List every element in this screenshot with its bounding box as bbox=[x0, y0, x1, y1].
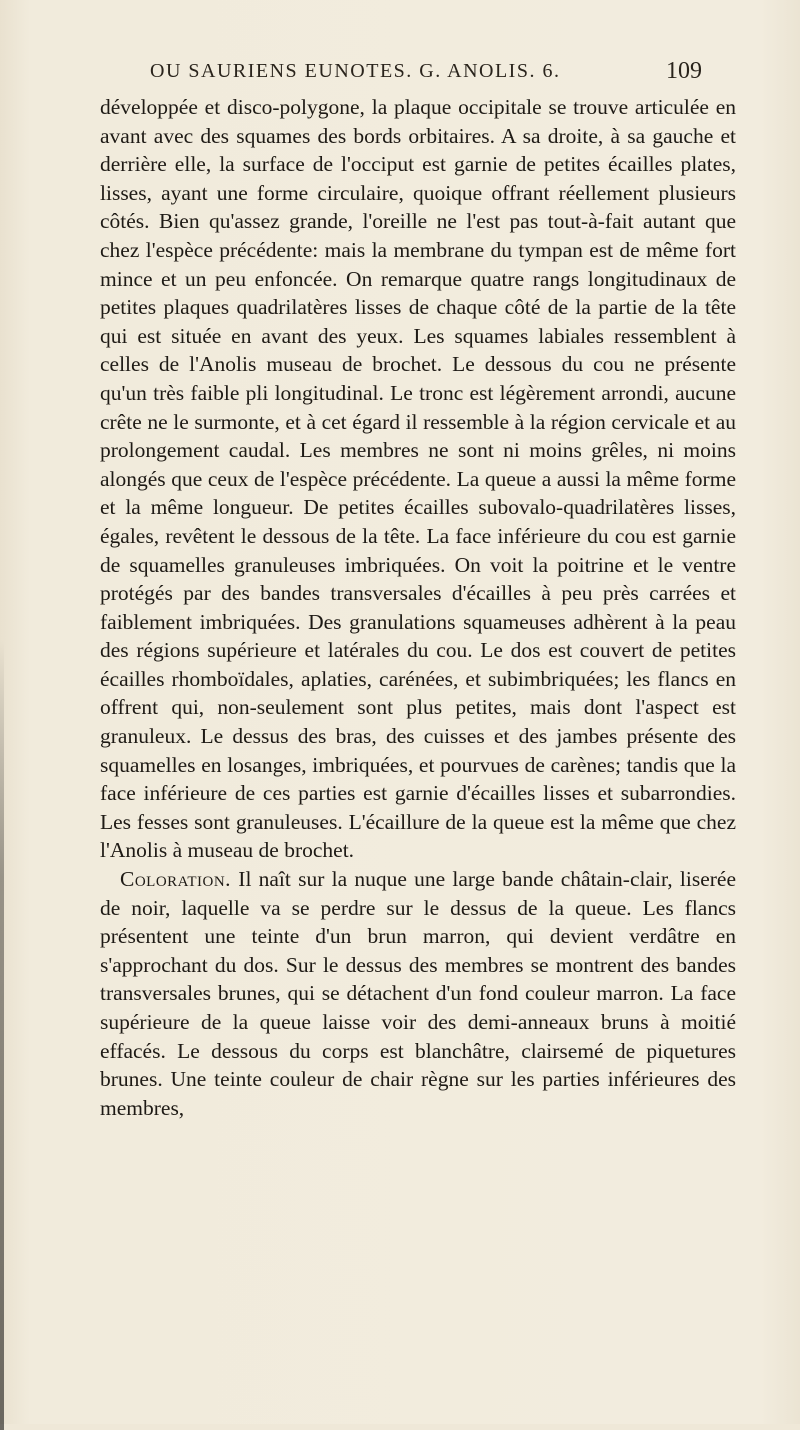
coloration-text: Il naît sur la nuque une large bande châtain-clair, liserée de noir, laquelle va se perdre sur le dessus de la queue. Les flancs présentent une teinte d'un brun marron, qui devient verdâtre en s'approchant du dos. Sur le dessus des membres se montrent des bandes transversales brunes, qui se détachent d'un fond couleur marron. La face supérieure de la queue laisse voir des demi-anneaux bruns à moitié effacés. Le dessous du corps est blanchâtre, clairsemé de piquetures brunes. Une teinte couleur de chair règne sur les parties inférieures des membres, bbox=[100, 867, 737, 1120]
running-head bbox=[150, 60, 710, 96]
body-text bbox=[100, 93, 736, 1122]
coloration-heading: Coloration. bbox=[120, 867, 232, 892]
paragraph-coloration bbox=[100, 865, 736, 1122]
page-number: 109 bbox=[666, 58, 702, 84]
paragraph-description: développée et disco-polygone, la plaque occipitale se trouve articulée en avant avec des squames des bords orbitaires. A sa droite, à sa gauche et derrière elle, la surface de l'occiput est garnie de petites écailles plates, lisses, ayant une forme circulaire, quoique offrant réellement plusieurs côtés. Bien qu'assez grande, l'oreille ne l'est pas tout-à-fait autant que chez l'espèce précédente: mais la membrane du tympan est de même fort mince et un peu enfoncée. On remarque quatre rangs longitudinaux de petites plaques quadrilatères lisses de chaque côté de la partie de la tête qui est située en avant des yeux. Les squames labiales ressemblent à celles de l'Anolis museau de brochet. Le dessous du cou ne présente qu'un très faible pli longitudinal. Le tronc est légèrement arrondi, aucune crête ne le surmonte, et à cet égard il ressemble à la région cervicale et au prolongement caudal. Les membres ne sont ni moins grêles, ni moins alongés que ceux de l'espèce précédente. La queue a aussi la même forme et la même longueur. De petites écailles subovalo-quadrilatères lisses, égales, revêtent le dessous de la tête. La face inférieure du cou est garnie de squamelles granuleuses imbriquées. On voit la poitrine et le ventre protégés par des bandes transversales d'écailles à peu près carrées et faiblement imbriquées. Des granulations squameuses adhèrent à la peau des régions supérieure et latérales du cou. Le dos est couvert de petites écailles rhomboïdales, aplaties, carénées, et subimbriquées; les flancs en offrent qui, non-seulement sont plus petites, mais dont l'aspect est granuleux. Le dessus des bras, des cuisses et des jambes présente des squamelles en losanges, imbriquées, et pourvues de carènes; tandis que la face inférieure de ces parties est garnie d'écailles lisses et subarrondies. Les fesses sont granuleuses. L'écaillure de la queue est la même que chez l'Anolis à museau de brochet. bbox=[100, 95, 736, 863]
page-edge-shadow bbox=[0, 640, 4, 1430]
running-head-title: OU SAURIENS EUNOTES. G. ANOLIS. 6. bbox=[150, 60, 561, 82]
